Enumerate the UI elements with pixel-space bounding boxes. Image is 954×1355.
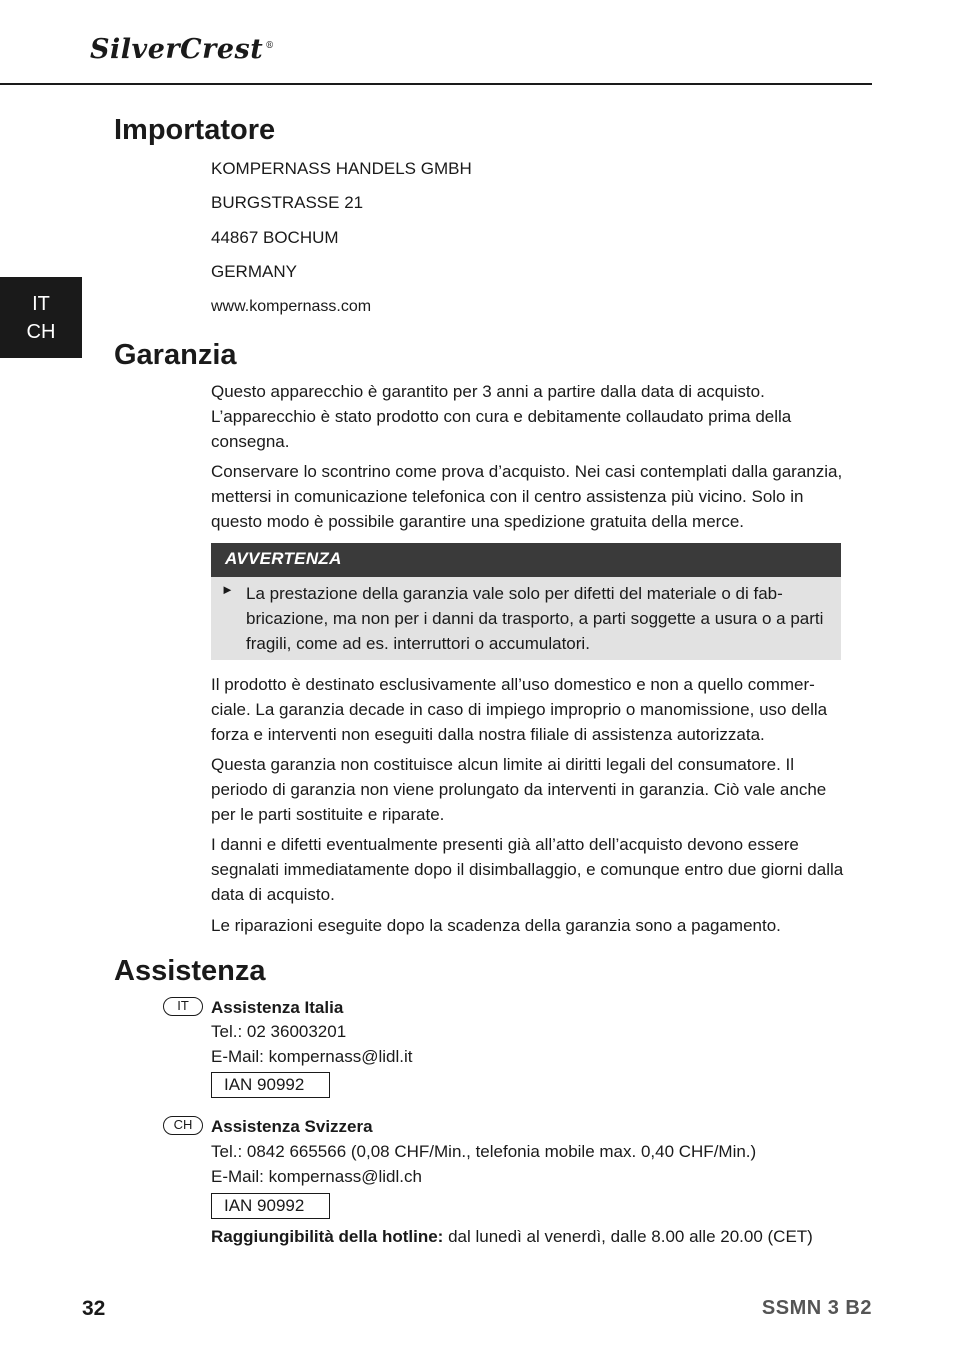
importer-heading: Importatore <box>114 114 276 146</box>
importer-city: 44867 BOCHUM <box>211 228 339 247</box>
importer-website[interactable]: www.kompernass.com <box>211 298 372 315</box>
registered-mark: ® <box>265 41 275 51</box>
swiss-service-title: Assistenza Svizzera <box>211 1117 373 1136</box>
hotline-label: Raggiungibilità della hotline: <box>211 1227 444 1246</box>
italy-service-phone: Tel.: 02 36003201 <box>211 1022 347 1041</box>
hotline-availability <box>211 1224 813 1249</box>
warranty-paragraph-6: Le riparazioni eseguite dopo la scadenza della garanzia sono a pagamento. <box>211 916 781 935</box>
header-rule <box>0 83 872 85</box>
warranty-paragraph-5: I danni e difetti eventualmente presenti già all’atto dell’acquisto devono essere segnalati immediatamente dopo il disimballaggio, e comunque entro due giorni dalla data di acquisto. <box>211 835 844 904</box>
language-tab-ch: CH <box>26 320 56 343</box>
italy-service-email[interactable]: E-Mail: kompernass@lidl.it <box>211 1047 413 1066</box>
italy-ian-box: IAN 90992 <box>211 1072 330 1098</box>
italy-service-title: Assistenza Italia <box>211 998 344 1017</box>
warning-header <box>211 543 841 577</box>
hotline-hours: dal lunedì al venerdì, dalle 8.00 alle 20.00 (CET) <box>443 1227 813 1246</box>
language-tab-it: IT <box>32 292 50 315</box>
swiss-ian-box: IAN 90992 <box>211 1193 330 1219</box>
importer-country: GERMANY <box>211 262 297 281</box>
importer-company: KOMPERNASS HANDELS GMBH <box>211 159 472 178</box>
warranty-paragraph-2: Conservare lo scontrino come prova d’acquisto. Nei casi contemplati dalla garanzia, mettersi in comunicazione telefonica con il centro assistenza più vicino. Solo in questo modo è possibile garantire una spedizione gratuita della merce. <box>211 462 843 531</box>
service-heading: Assistenza <box>114 955 266 987</box>
importer-street: BURGSTRASSE 21 <box>211 193 364 212</box>
brand-name: SilverCrest <box>90 34 264 65</box>
warning-text: La prestazione della garanzia vale solo per difetti del materiale o di fab-bricazione, ma non per i danni da trasporto, a parti soggette a usura o a parti fragili, come ad es. interruttori o accumulatori. <box>246 584 824 653</box>
warranty-paragraph-3: Il prodotto è destinato esclusivamente all’uso domestico e non a quello commer-ciale. La garanzia decade in caso di impiego improprio o manomissione, uso della forza e interventi non eseguiti dalla nostra filiale di assistenza autorizzata. <box>211 675 828 744</box>
italy-country-badge: IT <box>163 997 203 1016</box>
warranty-paragraph-4: Questa garanzia non costituisce alcun limite ai diritti legali del consumatore. Il periodo di garanzia non viene prolungato da interventi in garanzia. Ciò vale anche per le parti sostituite e riparate. <box>211 755 827 824</box>
model-number: SSMN 3 B2 <box>761 1297 872 1319</box>
page-number: 32 <box>82 1297 106 1320</box>
bullet-arrow-icon: ► <box>221 582 234 597</box>
brand-logo <box>90 36 275 63</box>
swiss-service-phone: Tel.: 0842 665566 (0,08 CHF/Min., telefonia mobile max. 0,40 CHF/Min.) <box>211 1142 757 1161</box>
warranty-paragraph-1: Questo apparecchio è garantito per 3 anni a partire dalla data di acquisto. L’apparecchio è stato prodotto con cura e debitamente collaudato prima della consegna. <box>211 382 792 451</box>
warning-title: AVVERTENZA <box>225 549 342 568</box>
warning-box <box>211 577 841 660</box>
warranty-heading: Garanzia <box>114 339 237 371</box>
swiss-country-badge: CH <box>163 1116 203 1135</box>
language-tab <box>0 277 82 358</box>
swiss-service-email[interactable]: E-Mail: kompernass@lidl.ch <box>211 1167 422 1186</box>
